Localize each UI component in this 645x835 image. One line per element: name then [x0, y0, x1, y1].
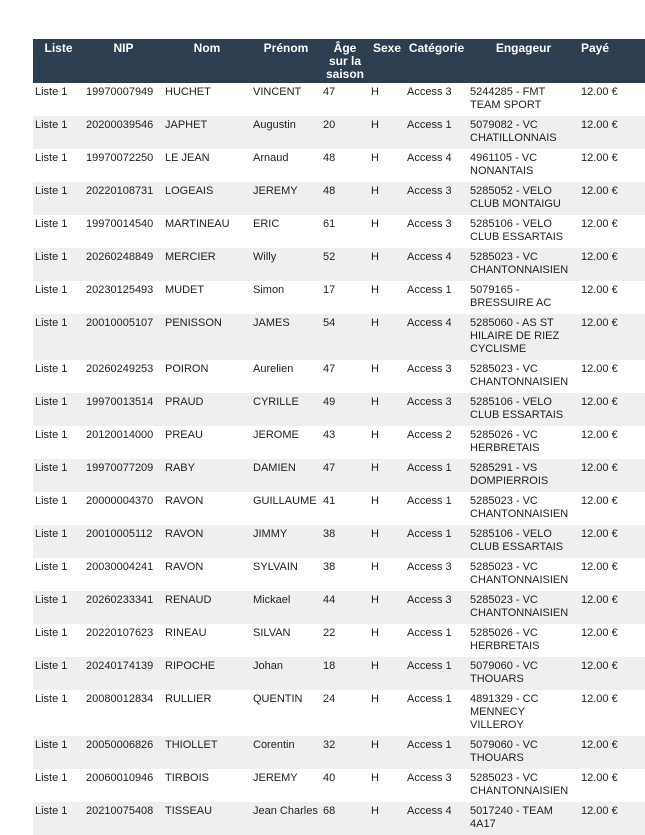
- cell-sexe: H: [369, 182, 405, 215]
- cell-liste: Liste 1: [33, 182, 84, 215]
- table-row: [33, 83, 645, 116]
- cell-sexe: H: [369, 248, 405, 281]
- cell-paye: 12.00 €: [579, 182, 645, 215]
- cell-paye: 12.00 €: [579, 736, 645, 769]
- col-header-age: Âge sur la saison: [321, 39, 369, 83]
- cell-prenom: JEREMY: [251, 182, 321, 215]
- cell-nom: RAVON: [163, 558, 251, 591]
- cell-age: 48: [321, 182, 369, 215]
- cell-nip: 19970077209: [84, 459, 163, 492]
- cell-nom: RAVON: [163, 492, 251, 525]
- cell-engageur: 5285023 - VC CHANTONNAISIEN: [468, 558, 579, 591]
- cell-categorie: Access 3: [405, 393, 468, 426]
- cell-paye: 12.00 €: [579, 360, 645, 393]
- table-row: [33, 558, 645, 591]
- table-row: [33, 802, 645, 835]
- cell-prenom: Corentin: [251, 736, 321, 769]
- cell-sexe: H: [369, 393, 405, 426]
- cell-age: 38: [321, 558, 369, 591]
- cell-categorie: Access 1: [405, 657, 468, 690]
- cell-liste: Liste 1: [33, 690, 84, 736]
- cell-nom: RAVON: [163, 525, 251, 558]
- cell-paye: 12.00 €: [579, 769, 645, 802]
- cell-engageur: 5285023 - VC CHANTONNAISIEN: [468, 248, 579, 281]
- cell-nip: 20010005112: [84, 525, 163, 558]
- cell-prenom: JIMMY: [251, 525, 321, 558]
- cell-liste: Liste 1: [33, 281, 84, 314]
- cell-categorie: Access 2: [405, 426, 468, 459]
- cell-paye: 12.00 €: [579, 525, 645, 558]
- table-row: [33, 459, 645, 492]
- cell-sexe: H: [369, 736, 405, 769]
- cell-categorie: Access 3: [405, 769, 468, 802]
- cell-categorie: Access 1: [405, 116, 468, 149]
- cell-paye: 12.00 €: [579, 558, 645, 591]
- cell-age: 17: [321, 281, 369, 314]
- cell-age: 40: [321, 769, 369, 802]
- cell-categorie: Access 3: [405, 182, 468, 215]
- cell-nom: THIOLLET: [163, 736, 251, 769]
- cell-categorie: Access 1: [405, 624, 468, 657]
- cell-engageur: 5285023 - VC CHANTONNAISIEN: [468, 591, 579, 624]
- cell-nip: 20220107623: [84, 624, 163, 657]
- cell-engageur: 5079060 - VC THOUARS: [468, 736, 579, 769]
- table-row: [33, 116, 645, 149]
- cell-engageur: 5285023 - VC CHANTONNAISIEN: [468, 492, 579, 525]
- cell-paye: 12.00 €: [579, 149, 645, 182]
- cell-nip: 20240174139: [84, 657, 163, 690]
- cell-sexe: H: [369, 624, 405, 657]
- table-row: [33, 393, 645, 426]
- table-row: [33, 281, 645, 314]
- cell-nip: 20260233341: [84, 591, 163, 624]
- table-row: [33, 690, 645, 736]
- cell-nip: 19970072250: [84, 149, 163, 182]
- cell-prenom: JEREMY: [251, 769, 321, 802]
- cell-nom: RIPOCHE: [163, 657, 251, 690]
- cell-sexe: H: [369, 281, 405, 314]
- cell-nip: 20200039546: [84, 116, 163, 149]
- cell-nom: MERCIER: [163, 248, 251, 281]
- cell-liste: Liste 1: [33, 459, 84, 492]
- cell-liste: Liste 1: [33, 248, 84, 281]
- cell-prenom: DAMIEN: [251, 459, 321, 492]
- cell-age: 49: [321, 393, 369, 426]
- cell-prenom: SILVAN: [251, 624, 321, 657]
- cell-liste: Liste 1: [33, 802, 84, 835]
- cell-categorie: Access 4: [405, 314, 468, 360]
- cell-paye: 12.00 €: [579, 215, 645, 248]
- cell-prenom: Johan: [251, 657, 321, 690]
- table-row: [33, 492, 645, 525]
- cell-categorie: Access 4: [405, 149, 468, 182]
- cell-liste: Liste 1: [33, 736, 84, 769]
- table-row: [33, 248, 645, 281]
- cell-categorie: Access 1: [405, 492, 468, 525]
- cell-liste: Liste 1: [33, 624, 84, 657]
- cell-paye: 12.00 €: [579, 426, 645, 459]
- cell-paye: 12.00 €: [579, 459, 645, 492]
- cell-nom: MUDET: [163, 281, 251, 314]
- cell-nip: 19970013514: [84, 393, 163, 426]
- cell-age: 54: [321, 314, 369, 360]
- cell-categorie: Access 3: [405, 83, 468, 116]
- cell-nom: RENAUD: [163, 591, 251, 624]
- cell-liste: Liste 1: [33, 116, 84, 149]
- table-row: [33, 182, 645, 215]
- cell-categorie: Access 1: [405, 690, 468, 736]
- cell-nom: PRAUD: [163, 393, 251, 426]
- table-row: [33, 360, 645, 393]
- cell-sexe: H: [369, 459, 405, 492]
- cell-sexe: H: [369, 802, 405, 835]
- cell-engageur: 5285026 - VC HERBRETAIS: [468, 426, 579, 459]
- cell-age: 38: [321, 525, 369, 558]
- cell-liste: Liste 1: [33, 314, 84, 360]
- cell-liste: Liste 1: [33, 426, 84, 459]
- cell-age: 48: [321, 149, 369, 182]
- cell-paye: 12.00 €: [579, 281, 645, 314]
- cell-sexe: H: [369, 657, 405, 690]
- cell-age: 18: [321, 657, 369, 690]
- cell-categorie: Access 1: [405, 525, 468, 558]
- cell-prenom: Aurelien: [251, 360, 321, 393]
- cell-engageur: 5285106 - VELO CLUB ESSARTAIS: [468, 525, 579, 558]
- cell-prenom: JAMES: [251, 314, 321, 360]
- cell-paye: 12.00 €: [579, 83, 645, 116]
- cell-age: 22: [321, 624, 369, 657]
- cell-age: 68: [321, 802, 369, 835]
- cell-age: 32: [321, 736, 369, 769]
- cell-sexe: H: [369, 690, 405, 736]
- table-body: [33, 83, 645, 835]
- cell-engageur: 4961105 - VC NONANTAIS: [468, 149, 579, 182]
- col-header-engageur: Engageur: [468, 39, 579, 83]
- cell-liste: Liste 1: [33, 83, 84, 116]
- cell-nom: TISSEAU: [163, 802, 251, 835]
- cell-prenom: Augustin: [251, 116, 321, 149]
- cell-nom: HUCHET: [163, 83, 251, 116]
- cell-sexe: H: [369, 591, 405, 624]
- cell-age: 41: [321, 492, 369, 525]
- cell-engageur: 4891329 - CC MENNECY VILLEROY: [468, 690, 579, 736]
- cell-liste: Liste 1: [33, 769, 84, 802]
- cell-categorie: Access 1: [405, 736, 468, 769]
- table-row: [33, 624, 645, 657]
- cell-sexe: H: [369, 149, 405, 182]
- cell-engageur: 5079165 - BRESSUIRE AC: [468, 281, 579, 314]
- cell-categorie: Access 3: [405, 558, 468, 591]
- col-header-prenom: Prénom: [251, 39, 321, 83]
- cell-prenom: ERIC: [251, 215, 321, 248]
- cell-nom: RABY: [163, 459, 251, 492]
- cell-nip: 20050006826: [84, 736, 163, 769]
- cell-sexe: H: [369, 215, 405, 248]
- cell-categorie: Access 3: [405, 215, 468, 248]
- table-row: [33, 149, 645, 182]
- cell-engageur: 5285023 - VC CHANTONNAISIEN: [468, 769, 579, 802]
- cell-paye: 12.00 €: [579, 116, 645, 149]
- cell-categorie: Access 1: [405, 281, 468, 314]
- cell-paye: 12.00 €: [579, 624, 645, 657]
- cell-categorie: Access 1: [405, 459, 468, 492]
- table-row: [33, 426, 645, 459]
- cell-nom: RULLIER: [163, 690, 251, 736]
- cell-prenom: SYLVAIN: [251, 558, 321, 591]
- table-row: [33, 591, 645, 624]
- cell-categorie: Access 4: [405, 248, 468, 281]
- cell-nip: 20000004370: [84, 492, 163, 525]
- cell-engageur: 5285106 - VELO CLUB ESSARTAIS: [468, 393, 579, 426]
- cell-sexe: H: [369, 492, 405, 525]
- cell-sexe: H: [369, 116, 405, 149]
- col-header-categorie: Catégorie: [405, 39, 468, 83]
- header-row: [33, 39, 645, 83]
- col-header-paye: Payé: [579, 39, 645, 83]
- cell-nip: 20210075408: [84, 802, 163, 835]
- cell-nom: POIRON: [163, 360, 251, 393]
- cell-paye: 12.00 €: [579, 393, 645, 426]
- cell-nip: 20220108731: [84, 182, 163, 215]
- col-header-nom: Nom: [163, 39, 251, 83]
- cell-liste: Liste 1: [33, 591, 84, 624]
- cell-paye: 12.00 €: [579, 802, 645, 835]
- cell-age: 52: [321, 248, 369, 281]
- cell-liste: Liste 1: [33, 525, 84, 558]
- cell-nip: 20080012834: [84, 690, 163, 736]
- cell-age: 44: [321, 591, 369, 624]
- cell-sexe: H: [369, 83, 405, 116]
- cell-engageur: 5285106 - VELO CLUB ESSARTAIS: [468, 215, 579, 248]
- cell-nip: 20060010946: [84, 769, 163, 802]
- cell-prenom: JEROME: [251, 426, 321, 459]
- table-row: [33, 525, 645, 558]
- cell-sexe: H: [369, 525, 405, 558]
- cell-nip: 19970014540: [84, 215, 163, 248]
- cell-liste: Liste 1: [33, 393, 84, 426]
- cell-nom: RINEAU: [163, 624, 251, 657]
- cell-age: 47: [321, 360, 369, 393]
- cell-sexe: H: [369, 360, 405, 393]
- cell-prenom: Jean Charles: [251, 802, 321, 835]
- cell-sexe: H: [369, 426, 405, 459]
- cell-nom: PREAU: [163, 426, 251, 459]
- cell-liste: Liste 1: [33, 360, 84, 393]
- cell-liste: Liste 1: [33, 215, 84, 248]
- cell-paye: 12.00 €: [579, 492, 645, 525]
- cell-prenom: CYRILLE: [251, 393, 321, 426]
- cell-engageur: 5285052 - VELO CLUB MONTAIGU: [468, 182, 579, 215]
- col-header-liste: Liste: [33, 39, 84, 83]
- cell-nip: 20030004241: [84, 558, 163, 591]
- participants-table-container: [33, 39, 618, 835]
- cell-nip: 20120014000: [84, 426, 163, 459]
- cell-nom: MARTINEAU: [163, 215, 251, 248]
- cell-age: 61: [321, 215, 369, 248]
- cell-age: 43: [321, 426, 369, 459]
- cell-paye: 12.00 €: [579, 314, 645, 360]
- cell-engageur: 5285291 - VS DOMPIERROIS: [468, 459, 579, 492]
- table-row: [33, 657, 645, 690]
- cell-paye: 12.00 €: [579, 591, 645, 624]
- cell-age: 47: [321, 459, 369, 492]
- cell-engageur: 5285060 - AS ST HILAIRE DE RIEZ CYCLISME: [468, 314, 579, 360]
- cell-prenom: VINCENT: [251, 83, 321, 116]
- cell-prenom: Arnaud: [251, 149, 321, 182]
- cell-nip: 19970007949: [84, 83, 163, 116]
- cell-categorie: Access 3: [405, 360, 468, 393]
- cell-nip: 20230125493: [84, 281, 163, 314]
- col-header-sexe: Sexe: [369, 39, 405, 83]
- cell-prenom: GUILLAUME: [251, 492, 321, 525]
- cell-engageur: 5285023 - VC CHANTONNAISIEN: [468, 360, 579, 393]
- cell-sexe: H: [369, 558, 405, 591]
- cell-nom: LE JEAN: [163, 149, 251, 182]
- cell-paye: 12.00 €: [579, 657, 645, 690]
- cell-paye: 12.00 €: [579, 690, 645, 736]
- cell-categorie: Access 3: [405, 591, 468, 624]
- cell-nip: 20260249253: [84, 360, 163, 393]
- cell-engageur: 5244285 - FMT TEAM SPORT: [468, 83, 579, 116]
- cell-engageur: 5017240 - TEAM 4A17: [468, 802, 579, 835]
- cell-liste: Liste 1: [33, 149, 84, 182]
- table-row: [33, 736, 645, 769]
- cell-age: 20: [321, 116, 369, 149]
- participants-table: [33, 39, 645, 835]
- cell-prenom: Willy: [251, 248, 321, 281]
- cell-prenom: Mickael: [251, 591, 321, 624]
- cell-age: 24: [321, 690, 369, 736]
- cell-prenom: Simon: [251, 281, 321, 314]
- table-row: [33, 314, 645, 360]
- cell-sexe: H: [369, 314, 405, 360]
- cell-liste: Liste 1: [33, 558, 84, 591]
- cell-nip: 20260248849: [84, 248, 163, 281]
- cell-sexe: H: [369, 769, 405, 802]
- cell-nom: PENISSON: [163, 314, 251, 360]
- cell-engageur: 5079060 - VC THOUARS: [468, 657, 579, 690]
- cell-engageur: 5285026 - VC HERBRETAIS: [468, 624, 579, 657]
- cell-liste: Liste 1: [33, 492, 84, 525]
- cell-liste: Liste 1: [33, 657, 84, 690]
- cell-prenom: QUENTIN: [251, 690, 321, 736]
- cell-nom: JAPHET: [163, 116, 251, 149]
- cell-nip: 20010005107: [84, 314, 163, 360]
- cell-categorie: Access 4: [405, 802, 468, 835]
- cell-nom: TIRBOIS: [163, 769, 251, 802]
- col-header-nip: NIP: [84, 39, 163, 83]
- table-row: [33, 769, 645, 802]
- table-row: [33, 215, 645, 248]
- cell-nom: LOGEAIS: [163, 182, 251, 215]
- cell-engageur: 5079082 - VC CHATILLONNAIS: [468, 116, 579, 149]
- table-header: [33, 39, 645, 83]
- cell-age: 47: [321, 83, 369, 116]
- cell-paye: 12.00 €: [579, 248, 645, 281]
